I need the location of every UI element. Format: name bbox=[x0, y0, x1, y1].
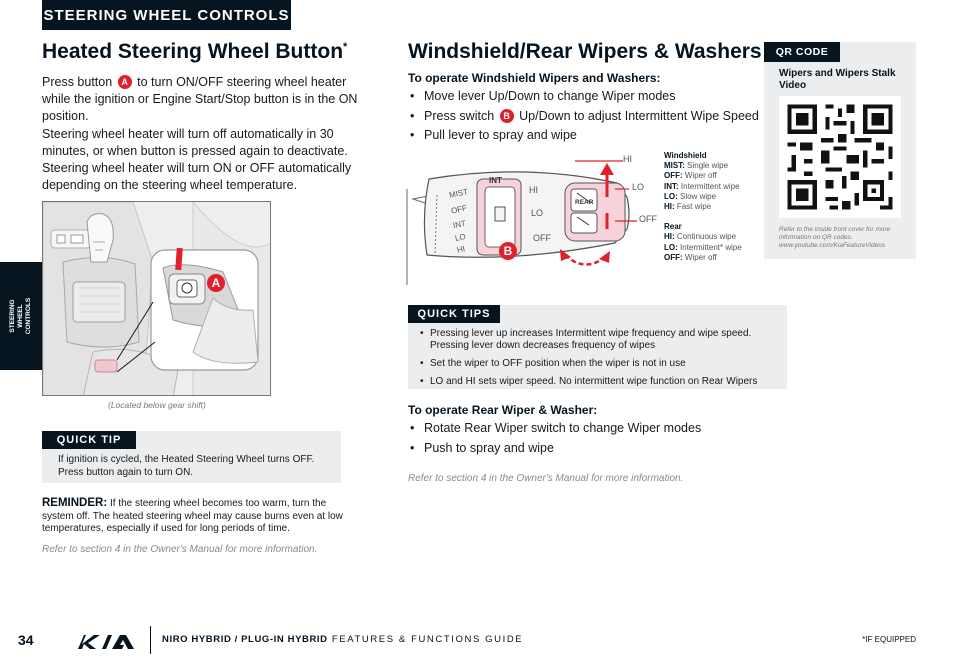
front-step-1: • Move lever Up/Down to change Wiper modes bbox=[408, 87, 759, 107]
legend-r-desc-2: Intermittent* wipe bbox=[680, 242, 742, 252]
qr-code-image[interactable] bbox=[779, 96, 901, 218]
quick-tip-2: • Set the wiper to OFF position when the wiper is not in use bbox=[420, 358, 780, 370]
right-label-off: OFF bbox=[639, 214, 657, 224]
int-switch-label: INT bbox=[489, 176, 502, 185]
quick-tip-3: • LO and HI sets wiper speed. No intermittent wipe function on Rear Wipers bbox=[420, 376, 780, 388]
legend-w-key-2: OFF: bbox=[664, 171, 683, 181]
legend-w-key-3: INT: bbox=[664, 181, 679, 191]
guide-title-model: NIRO HYBRID / PLUG-IN HYBRID bbox=[162, 634, 328, 645]
legend-w-desc-3: Intermittent wipe bbox=[680, 181, 740, 191]
legend-r-key-2: LO: bbox=[664, 242, 678, 252]
legend-r-key-1: HI: bbox=[664, 232, 675, 242]
reminder-label: REMINDER: bbox=[42, 497, 108, 509]
qr-code-icon bbox=[779, 96, 901, 218]
wiper-mode-legend bbox=[664, 151, 759, 263]
quick-tip-text: If ignition is cycled, the Heated Steering Wheel turns OFF. Press button again to turn ON. bbox=[58, 454, 315, 478]
callout-badge-a: A bbox=[118, 75, 132, 89]
lever-label-lo: LO bbox=[454, 231, 467, 244]
lever-label-off: OFF bbox=[450, 203, 468, 216]
legend-w-key-5: HI: bbox=[664, 202, 675, 212]
lever-label-hi: HI bbox=[456, 244, 466, 255]
legend-r-desc-3: Wiper off bbox=[684, 252, 717, 262]
side-tab-text bbox=[9, 271, 33, 361]
figure-badge-a: A bbox=[207, 274, 225, 292]
rear-label: REAR bbox=[575, 199, 594, 206]
legend-w-desc-4: Slow wipe bbox=[680, 191, 717, 201]
rear-step-2: • Push to spray and wipe bbox=[408, 439, 701, 459]
front-step-3: • Pull lever to spray and wipe bbox=[408, 126, 759, 146]
legend-r-desc-1: Continuous wipe bbox=[676, 232, 737, 242]
knob-label-off: OFF bbox=[533, 233, 551, 243]
page-number: 34 bbox=[18, 632, 34, 648]
side-tab-line-3: CONTROLS bbox=[25, 297, 32, 335]
right-label-hi: HI bbox=[623, 154, 632, 164]
side-tab-line-1: STEERING bbox=[9, 299, 16, 333]
right-label-lo: LO bbox=[632, 182, 645, 192]
legend-windshield-title: Windshield bbox=[664, 151, 707, 160]
front-step-2-start: Press switch bbox=[424, 108, 495, 123]
quick-tip-label: QUICK TIP bbox=[42, 431, 136, 449]
legend-r-key-3: OFF: bbox=[664, 252, 683, 262]
kia-logo-icon bbox=[76, 633, 140, 651]
qr-video-title: Wipers and Wipers Stalk Video bbox=[779, 68, 896, 91]
heated-wheel-title bbox=[42, 40, 347, 64]
legend-w-desc-2: Wiper off bbox=[684, 171, 717, 181]
side-tab-line-2: WHEEL bbox=[17, 304, 24, 328]
legend-w-desc-1: Single wipe bbox=[687, 161, 729, 171]
wipers-refer-note: Refer to section 4 in the Owner's Manual for more information. bbox=[408, 473, 684, 484]
front-wipers-heading: To operate Windshield Wipers and Washers: bbox=[408, 71, 661, 85]
kia-logo bbox=[76, 633, 140, 656]
reminder-note bbox=[42, 497, 344, 536]
heated-wheel-intro bbox=[42, 74, 360, 125]
wiper-stalk-drawing bbox=[405, 145, 655, 285]
section-tab: STEERING WHEEL CONTROLS bbox=[42, 0, 291, 30]
lever-label-int: INT bbox=[452, 218, 467, 231]
reminder-text: If the steering wheel becomes too warm, turn the system off. The heated steering wheel may cause burns even at low temperatures, especially if used for long periods of time. bbox=[42, 498, 343, 534]
figure-caption: (Located below gear shift) bbox=[108, 400, 206, 410]
heated-wheel-auto-off: Steering wheel heater will turn off automatically in 30 minutes, or when button is pressed again to deactivate. Steering wheel heater will turn ON or OFF automatically depending on the steering wheel temperature. bbox=[42, 127, 352, 192]
legend-w-key-1: MIST: bbox=[664, 161, 685, 171]
legend-w-desc-5: Fast wipe bbox=[676, 202, 712, 212]
rear-wiper-heading: To operate Rear Wiper & Washer: bbox=[408, 403, 598, 417]
callout-badge-b: B bbox=[500, 109, 514, 123]
quick-tips-list bbox=[420, 328, 780, 394]
quick-tip-1: • Pressing lever up increases Intermittent wipe frequency and wipe speed. Pressing lever down decreases frequency of wipes bbox=[420, 328, 780, 352]
intro-text-start: Press button bbox=[42, 75, 113, 89]
console-drawing bbox=[43, 202, 271, 396]
console-illustration bbox=[42, 201, 271, 396]
guide-title-rest: FEATURES & FUNCTIONS GUIDE bbox=[331, 634, 524, 645]
knob-label-lo: LO bbox=[531, 208, 544, 218]
legend-rear-title: Rear bbox=[664, 222, 682, 232]
quick-tips-label: QUICK TIPS bbox=[408, 305, 500, 323]
qr-code-label: QR CODE bbox=[764, 42, 840, 62]
front-wipers-steps bbox=[408, 87, 759, 146]
knob-label-hi: HI bbox=[529, 185, 538, 195]
diagram-badge-b: B bbox=[499, 242, 517, 260]
qr-info-note: Refer to the inside front cover for more information on QR codes. www.youtube.com/KiaFeatureVideos bbox=[779, 226, 891, 249]
lever-label-mist: MIST bbox=[448, 187, 469, 200]
front-step-2-end: Up/Down to adjust Intermittent Wipe Speed bbox=[519, 108, 759, 123]
wipers-title: Windshield/Rear Wipers & Washers bbox=[408, 40, 762, 63]
intro-text-end: to turn ON/OFF steering wheel heater while the ignition or Engine Start/Stop button is in the ON position. bbox=[42, 75, 358, 123]
footer-divider bbox=[150, 626, 151, 654]
guide-title bbox=[162, 634, 523, 645]
side-section-tab bbox=[0, 262, 42, 370]
front-step-2 bbox=[408, 107, 759, 127]
heated-wheel-title-text: Heated Steering Wheel Button bbox=[42, 40, 344, 63]
heated-refer-note: Refer to section 4 in the Owner's Manual for more information. bbox=[42, 544, 318, 555]
rear-step-1: • Rotate Rear Wiper switch to change Wiper modes bbox=[408, 419, 701, 439]
legend-w-key-4: LO: bbox=[664, 191, 678, 201]
rear-wiper-steps bbox=[408, 419, 701, 458]
equipped-mark: * bbox=[343, 41, 348, 53]
if-equipped-note: *IF EQUIPPED bbox=[862, 635, 916, 644]
wiper-stalk-diagram bbox=[405, 145, 655, 285]
